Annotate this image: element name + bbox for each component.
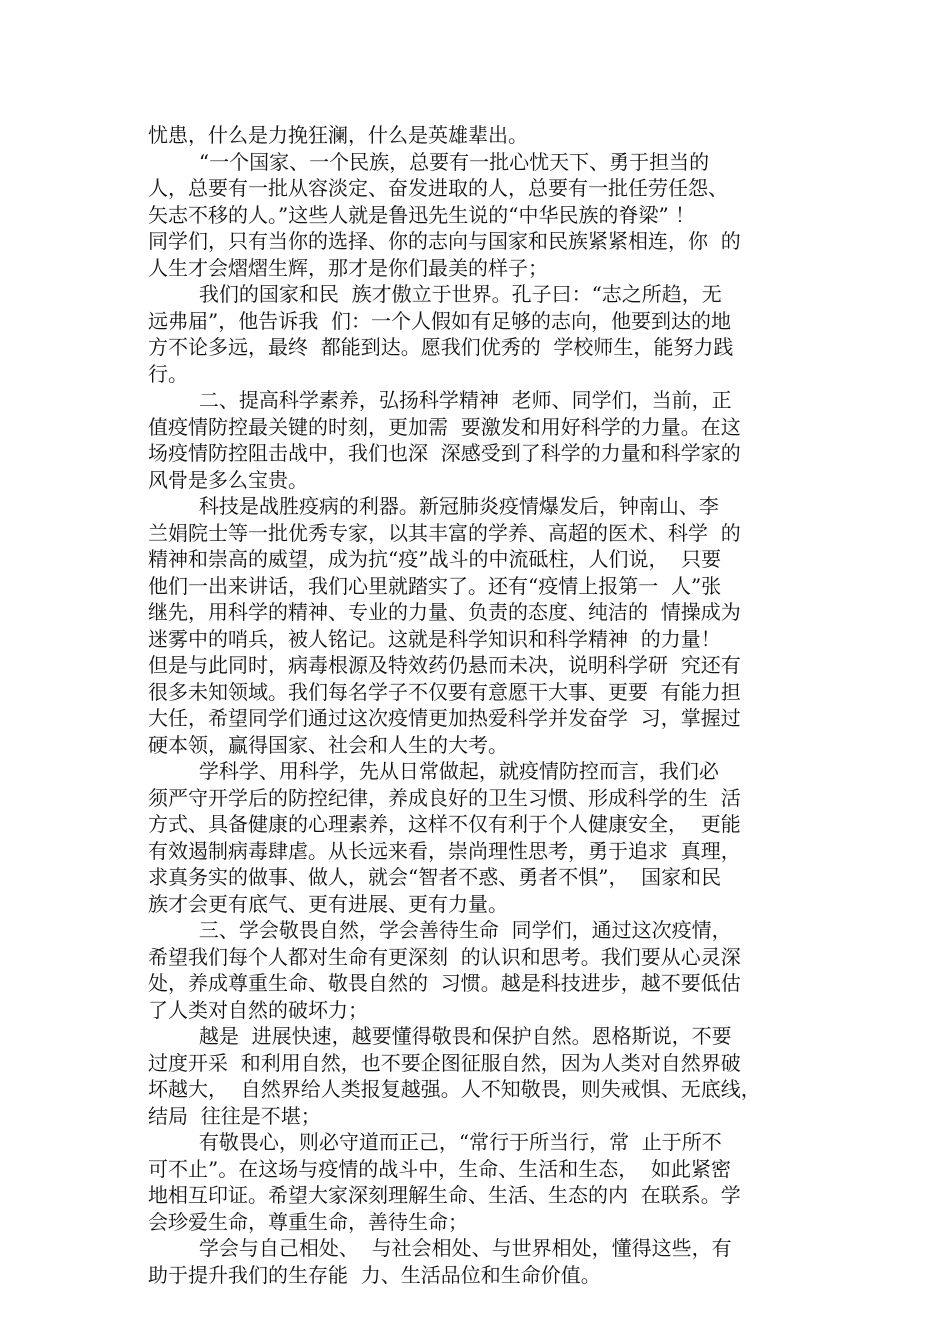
- text-line: 迷雾中的哨兵，被人铭记。这就是科学知识和科学精神 的力量！: [148, 626, 721, 651]
- text-line: 处，养成尊重生命、敬畏自然的 习惯。越是科技进步，越不要低估: [148, 971, 741, 995]
- text-line: 我们的国家和民 族才傲立于世界。孔子曰：“志之所趋，无: [148, 282, 722, 306]
- text-line: 坏越大， 自然界给人类报复越强。人不知敬畏，则失戒惧、无底线，: [148, 1077, 761, 1101]
- text-line: 人，总要有一批从容淡定、奋发进取的人，总要有一批任劳任怨、: [148, 176, 728, 200]
- text-line: 同学们，只有当你的选择、你的志向与国家和民族紧紧相连，你 的: [148, 229, 741, 253]
- text-line: 学科学、用科学，先从日常做起，就疫情防控而言，我们必: [148, 759, 719, 783]
- text-line: 科技是战胜疫病的利器。新冠肺炎疫情爆发后，钟南山、李: [148, 494, 719, 518]
- text-line: 但是与此同时，病毒根源及特效药仍悬而未决，说明科学研 究还有: [148, 653, 741, 677]
- text-line: 值疫情防控最关键的时刻，更加需 要激发和用好科学的力量。在这: [148, 414, 741, 439]
- text-line: 须严守开学后的防控纪律，养成良好的卫生习惯、形成科学的生 活: [148, 785, 741, 810]
- text-line: 风骨是多么宝贵。: [148, 467, 308, 492]
- text-line: 学会与自己相处、 与社会相处、与世界相处，懂得这些，有: [148, 1236, 732, 1260]
- text-line: 硬本领，赢得国家、社会和人生的大考。: [148, 732, 508, 757]
- text-line: 了人类对自然的破坏力；: [148, 997, 368, 1022]
- text-line: 可不止”。在这场与疫情的战斗中，生命、生活和生态， 如此紧密: [148, 1156, 731, 1181]
- text-line: 很多未知领域。我们每名学子不仅要有意愿干大事、更要 有能力担: [148, 679, 741, 704]
- text-line: 地相互印证。希望大家深刻理解生命、生活、生态的内 在联系。学: [148, 1183, 741, 1207]
- text-line: 矢志不移的人。”这些人就是鲁迅先生说的“中华民族的脊梁” ！: [148, 202, 696, 227]
- text-line: 二、提高科学素养，弘扬科学精神 老师、同学们，当前，正: [148, 388, 732, 412]
- text-line: 他们一出来讲话，我们心里就踏实了。还有“疫情上报第一 人”张: [148, 573, 722, 598]
- text-line: 过度开采 和利用自然，也不要企图征服自然，因为人类对自然界破: [148, 1050, 741, 1075]
- text-line: 有效遏制病毒肆虐。从长远来看，崇尚理性思考，勇于追求 真理，: [148, 838, 741, 863]
- text-line: 行。: [148, 361, 188, 386]
- document-body: [148, 122, 820, 1288]
- text-line: 人生才会熠熠生辉，那才是你们最美的样子；: [148, 255, 548, 280]
- text-line: 兰娟院士等一批优秀专家，以其丰富的学养、高超的医术、科学 的: [148, 520, 741, 545]
- text-line: 越是 进展快速，越要懂得敬畏和保护自然。恩格斯说，不要: [148, 1024, 732, 1048]
- text-line: 场疫情防控阻击战中，我们也深 深感受到了科学的力量和科学家的: [148, 441, 741, 465]
- text-line: “一个国家、一个民族，总要有一批心忧天下、勇于担当的: [148, 149, 710, 174]
- text-line: 忧患，什么是力挽狂澜，什么是英雄辈出。: [148, 123, 528, 147]
- text-line: 有敬畏心，则必守道而正己，“常行于所当行，常 止于所不: [148, 1130, 722, 1154]
- text-line: 结局 往往是不堪；: [148, 1103, 321, 1128]
- text-line: 会珍爱生命，尊重生命，善待生命；: [148, 1209, 468, 1234]
- text-line: 大任，希望同学们通过这次疫情更加热爱科学并发奋学 习，掌握过: [148, 706, 741, 730]
- text-line: 方式、具备健康的心理素养，这样不仅有利于个人健康安全， 更能: [148, 812, 741, 836]
- text-line: 继先，用科学的精神、专业的力量、负责的态度、纯洁的 情操成为: [148, 600, 741, 624]
- text-line: 三、学会敬畏自然，学会善待生命 同学们，通过这次疫情，: [148, 918, 732, 942]
- text-line: 精神和崇高的威望，成为抗“疫”战斗的中流砥柱，人们说， 只要: [148, 547, 722, 571]
- text-line: 族才会更有底气、更有进展、更有力量。: [148, 891, 508, 916]
- text-line: 希望我们每个人都对生命有更深刻 的认识和思考。我们要从心灵深: [148, 944, 741, 969]
- text-line: 远弗届”，他告诉我 们：一个人假如有足够的志向，他要到达的地: [148, 308, 731, 333]
- text-line: 求真务实的做事、做人，就会“智者不惑、勇者不惧”， 国家和民: [148, 865, 722, 889]
- text-line: 助于提升我们的生存能 力、生活品位和生命价值。: [148, 1262, 601, 1287]
- text-line: 方不论多远，最终 都能到达。愿我们优秀的 学校师生，能努力践: [148, 335, 734, 359]
